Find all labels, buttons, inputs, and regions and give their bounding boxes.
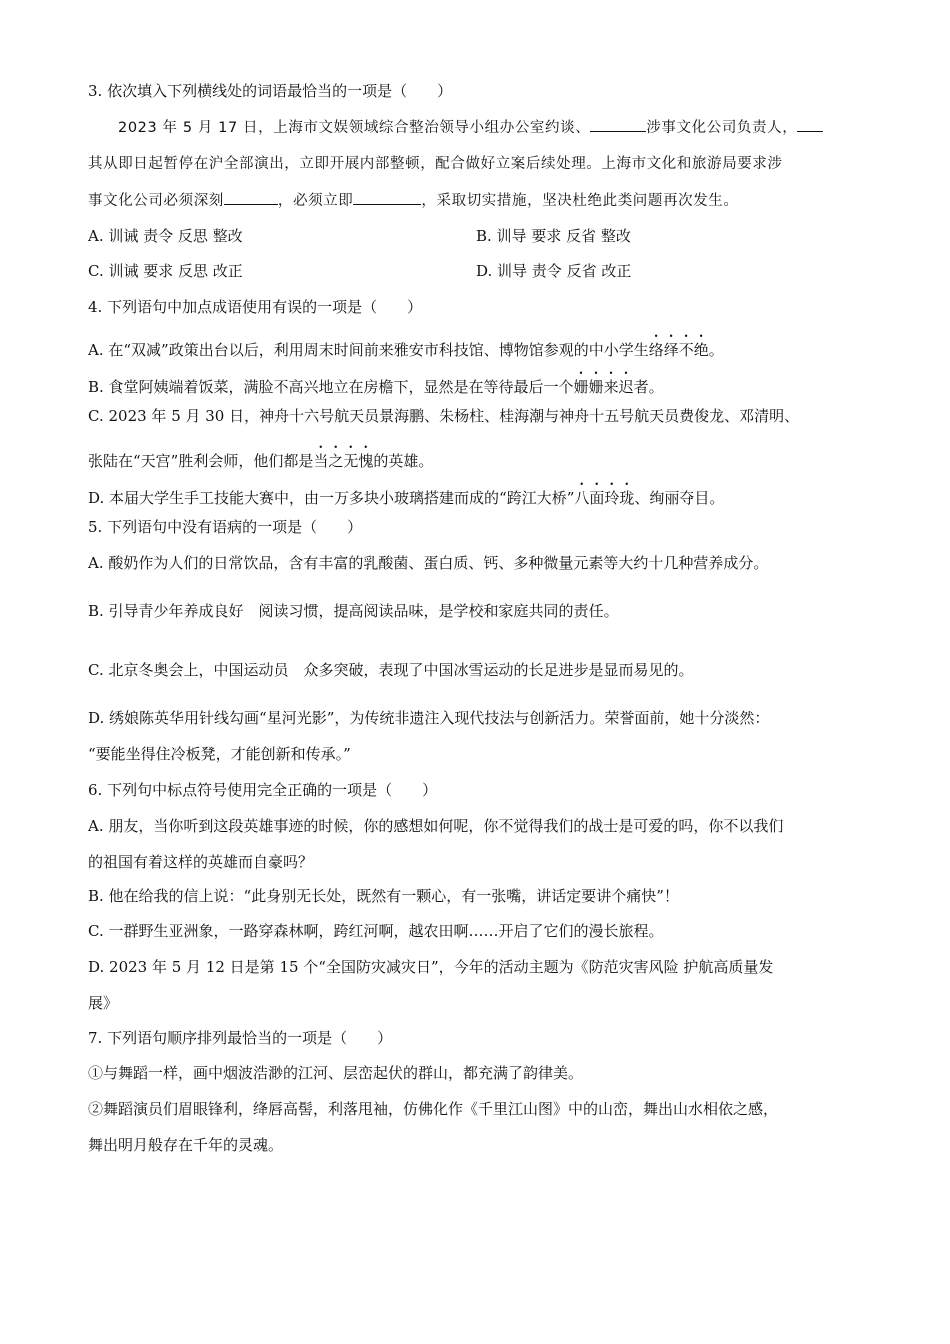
q3-passage-line2: 其从即日起暂停在沪全部演出，立即开展内部整顿，配合做好立案后续处理。上海市文化和旅游局要求涉 — [88, 156, 783, 172]
q4-option-b[interactable] — [88, 369, 664, 398]
q5-option-a[interactable]: A. 酸奶作为人们的日常饮品，含有丰富的乳酸菌、蛋白质、钙、多种微量元素等大约十几种营养成分。 — [88, 554, 769, 572]
q3-blank-4 — [353, 190, 421, 205]
q4-stem: 4. 下列语句中加点成语使用有误的一项是（ ） — [88, 298, 423, 316]
q4-option-a[interactable] — [88, 332, 724, 361]
q4-d-text: D. 本届大学生手工技能大赛中，由一万多块小玻璃搭建而成的“跨江大桥” — [88, 489, 575, 507]
q5-option-d-line2[interactable]: “要能坐得住冷板凳，才能创新和传承。” — [88, 745, 351, 763]
q4-c-idiom: 当之无愧 — [313, 452, 374, 470]
q6-option-b[interactable]: B. 他在给我的信上说：“此身别无长处，既然有一颗心，有一张嘴，讲话定要讲个痛快”！ — [88, 887, 679, 905]
q3-stem: 3. 依次填入下列横线处的词语最恰当的一项是（ ） — [88, 82, 453, 100]
q3-blank-1 — [590, 117, 646, 132]
q4-a-text-end: 。 — [708, 341, 724, 359]
q5-stem: 5. 下列语句中没有语病的一项是（ ） — [88, 518, 363, 536]
q3-option-a[interactable]: A. 训诫 责令 反思 整改 — [88, 227, 243, 245]
q3-passage-text: ，采取切实措施，坚决杜绝此类问题再次发生。 — [421, 193, 739, 209]
q7-sentence-1: ①与舞蹈一样，画中烟波浩渺的江河、层峦起伏的群山，都充满了韵律美。 — [88, 1064, 584, 1082]
q5-option-c[interactable]: C. 北京冬奥会上，中国运动员 众多突破，表现了中国冰雪运动的长足进步是显而易见的。 — [88, 661, 694, 679]
q7-sentence-2-line1: ②舞蹈演员们眉眼锋利，绛唇高髻，利落甩袖，仿佛化作《千里江山图》中的山峦，舞出山水相依之感， — [88, 1100, 779, 1118]
q3-passage-line1 — [118, 117, 823, 139]
q4-c-text-end: 的英雄。 — [373, 452, 434, 470]
q4-b-text-end: 者。 — [633, 378, 664, 396]
q3-passage-line3 — [88, 190, 739, 212]
q4-option-c-line2[interactable] — [88, 443, 433, 472]
q3-passage-text: 2023 年 5 月 17 日，上海市文娱领域综合整治领导小组办公室约谈、 — [118, 120, 591, 136]
q7-sentence-2-line2: 舞出明月般存在千年的灵魂。 — [88, 1136, 284, 1154]
q3-option-b[interactable]: B. 训导 要求 反省 整改 — [476, 227, 631, 245]
q6-option-c[interactable]: C. 一群野生亚洲象，一路穿森林啊，跨红河啊，越农田啊……开启了它们的漫长旅程。 — [88, 922, 664, 940]
q4-option-d[interactable] — [88, 480, 724, 509]
q4-c-text: 张陆在“天宫”胜利会师，他们都是 — [88, 452, 314, 470]
q6-stem: 6. 下列句中标点符号使用完全正确的一项是（ ） — [88, 781, 438, 799]
q3-passage-text: ，必须立即 — [277, 193, 354, 209]
q4-b-text: B. 食堂阿姨端着饭菜，满脸不高兴地立在房檐下，显然是在等待最后一个 — [88, 378, 574, 396]
q3-passage-text: 涉事文化公司负责人， — [646, 120, 798, 136]
q4-option-c-line1[interactable]: C. 2023 年 5 月 30 日，神舟十六号航天员景海鹏、朱杨柱、桂海潮与神舟十五号航天员费俊龙、邓清明、 — [88, 407, 800, 425]
q3-option-d[interactable]: D. 训导 责令 反省 改正 — [476, 262, 632, 280]
q4-a-idiom: 络绎不绝 — [648, 341, 709, 359]
q5-option-b[interactable]: B. 引导青少年养成良好 阅读习惯，提高阅读品味，是学校和家庭共同的责任。 — [88, 602, 619, 620]
q6-option-d-line2[interactable]: 展》 — [88, 994, 119, 1012]
q4-a-text: A. 在“双减”政策出台以后，利用周末时间前来雅安市科技馆、博物馆参观的中小学生 — [88, 341, 649, 359]
q7-stem: 7. 下列语句顺序排列最恰当的一项是（ ） — [88, 1029, 393, 1047]
q3-blank-3 — [224, 190, 278, 205]
q4-d-text-end: 、绚丽夺目。 — [634, 489, 725, 507]
q3-passage-text: 事文化公司必须深刻 — [88, 193, 224, 209]
q4-d-idiom: 八面玲珑 — [574, 489, 635, 507]
q3-blank-2 — [797, 117, 823, 132]
q6-option-a-line1[interactable]: A. 朋友，当你听到这段英雄事迹的时候，你的感想如何呢，你不觉得我们的战士是可爱的吗，你不以我们 — [88, 817, 784, 835]
q4-b-idiom: 姗姗来迟 — [573, 378, 634, 396]
q5-option-d-line1[interactable]: D. 绣娘陈英华用针线勾画“星河光影”，为传统非遗注入现代技法与创新活力。荣誉面前，她十分淡然： — [88, 709, 770, 727]
q6-option-a-line2[interactable]: 的祖国有着这样的英雄而自豪吗？ — [88, 853, 314, 871]
q3-option-c[interactable]: C. 训诫 要求 反思 改正 — [88, 262, 243, 280]
q6-option-d-line1[interactable]: D. 2023 年 5 月 12 日是第 15 个“全国防灾减灾日”，今年的活动主题为《防范灾害风险 护航高质量发 — [88, 958, 774, 976]
